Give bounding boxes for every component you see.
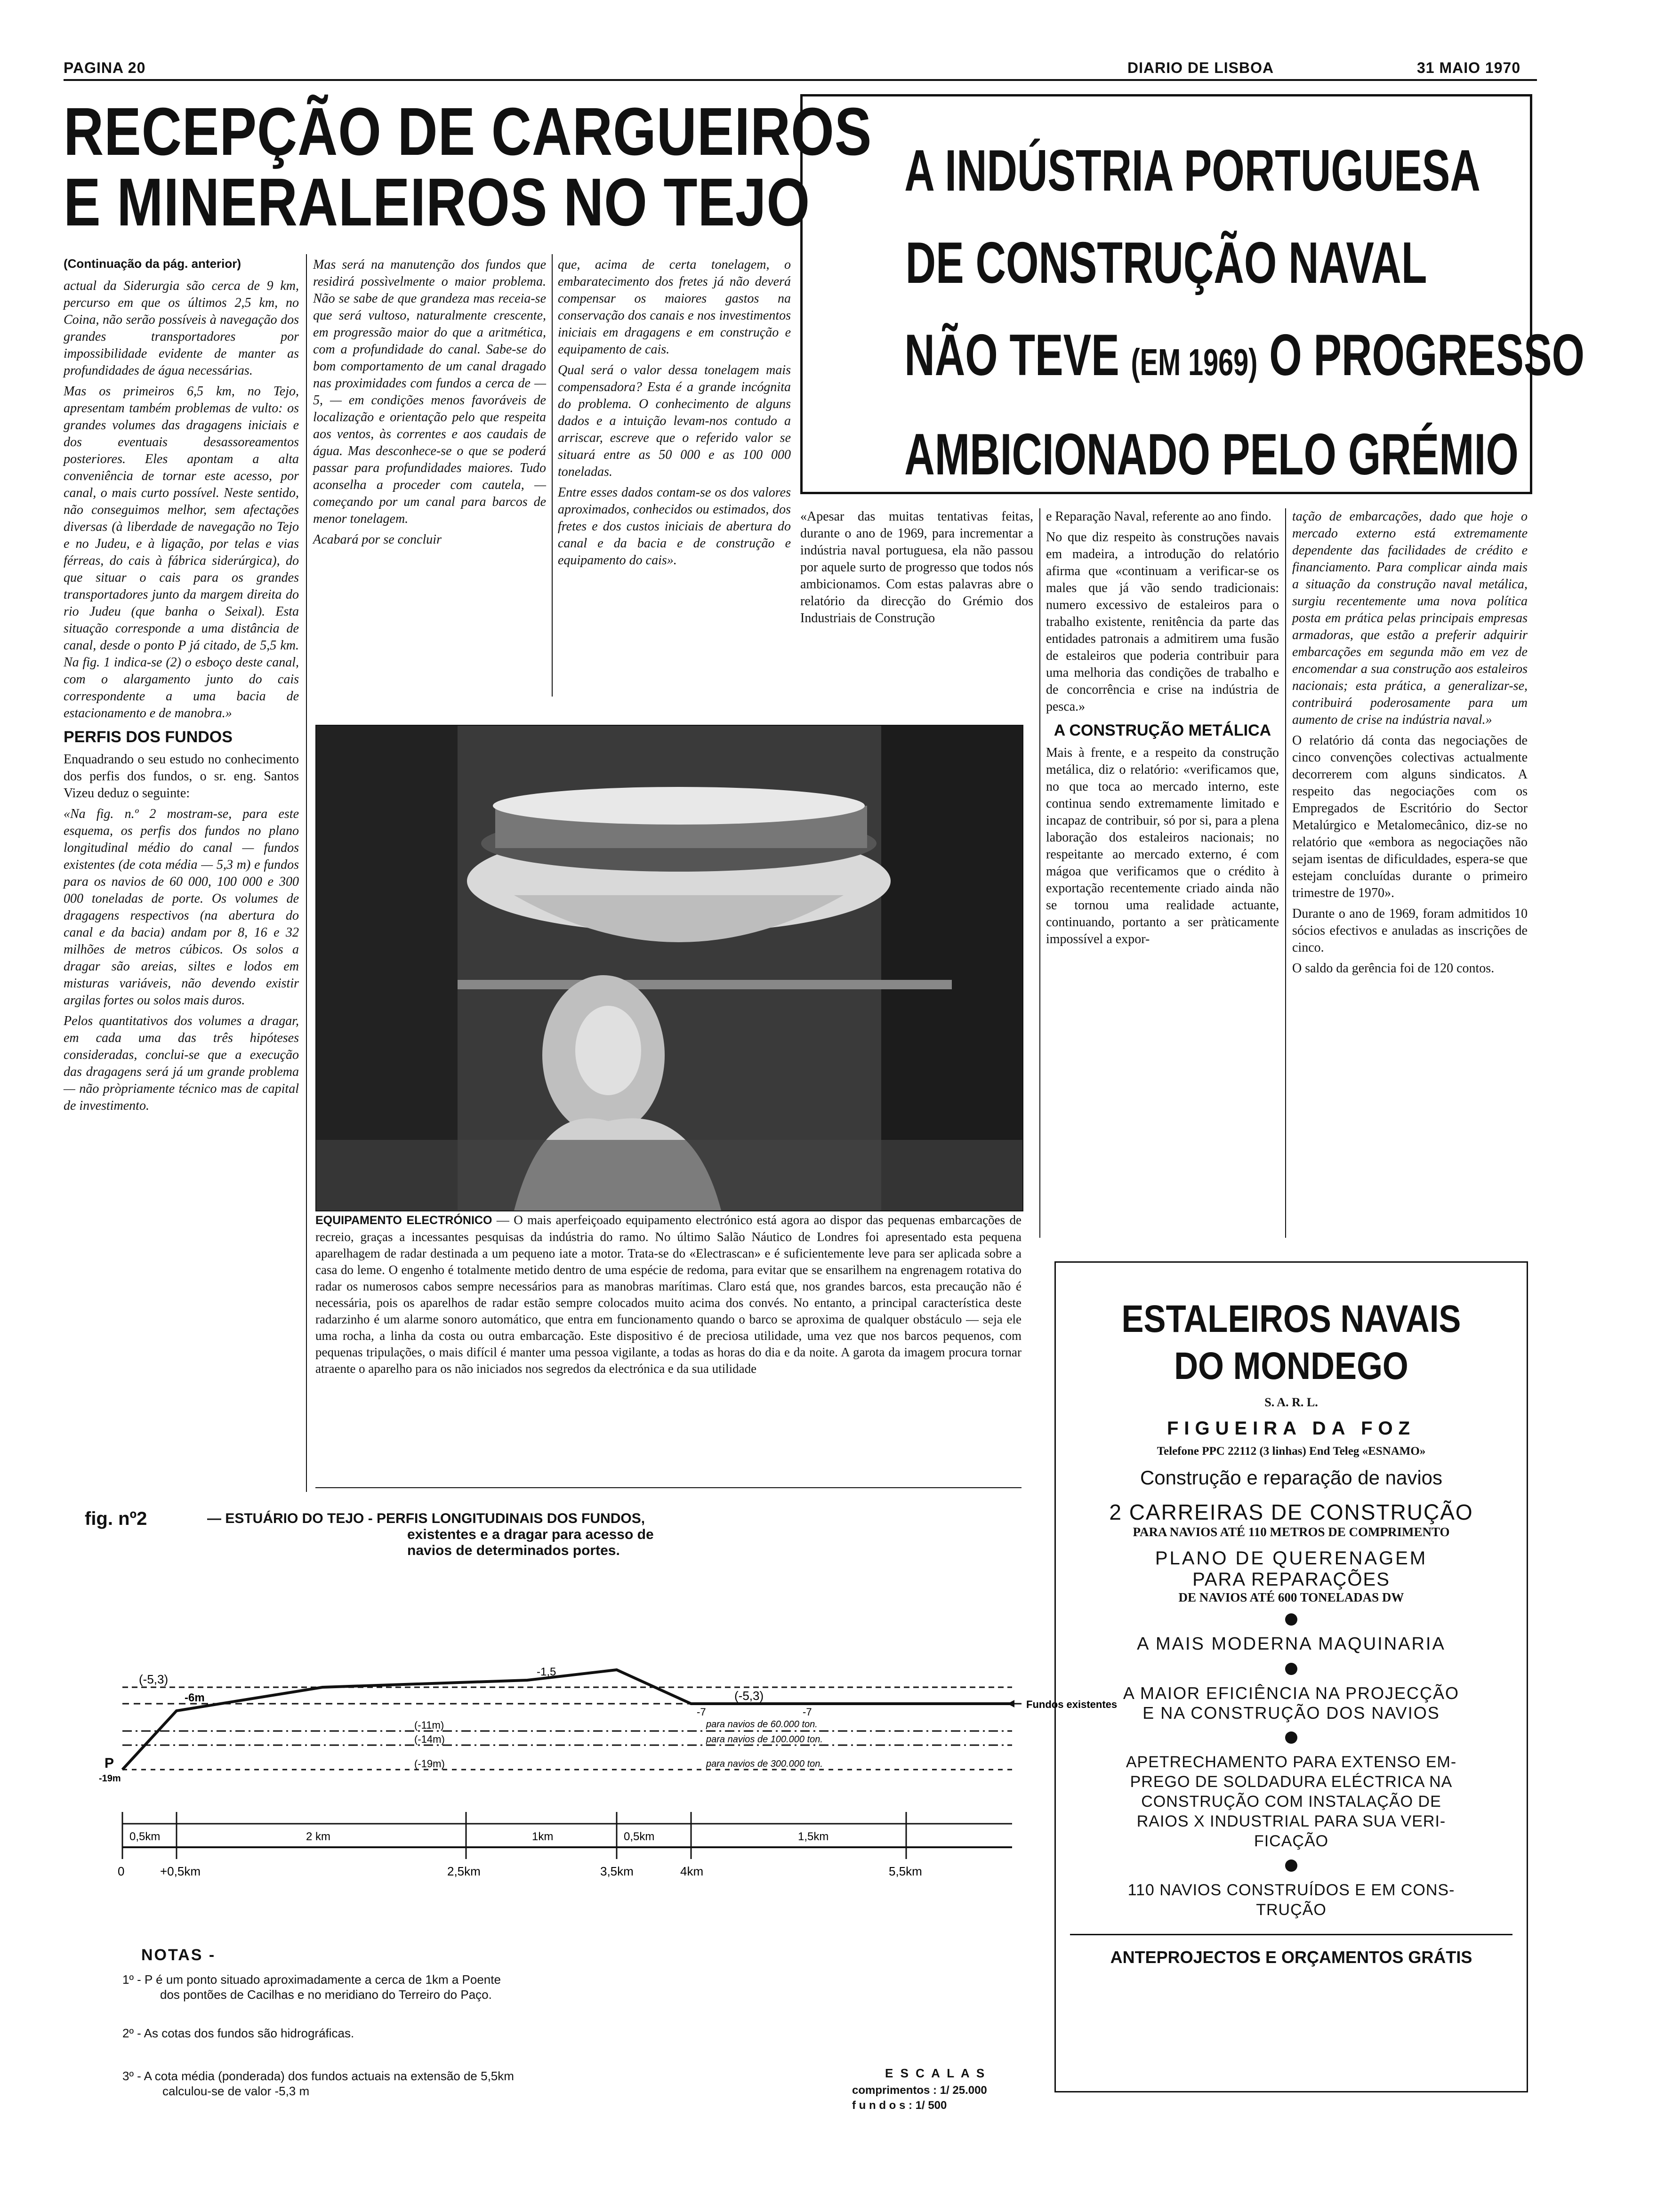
bullet-icon <box>1285 1859 1297 1872</box>
ad-reparacoes-detail: DE NAVIOS ATÉ 600 TONELADAS DW <box>1178 1590 1404 1604</box>
article1-column-3 <box>558 256 791 573</box>
masthead-rule <box>64 79 1537 81</box>
depth-label: -1,5 <box>537 1666 556 1678</box>
point-p-label: P <box>105 1755 114 1771</box>
segment-label: 1,5km <box>798 1830 829 1843</box>
note-1 <box>122 1972 501 2002</box>
bullet-icon <box>1285 1613 1297 1626</box>
ad-bullet-3-line: FICAÇÃO <box>1254 1832 1329 1850</box>
note-1-lead: 1º - P <box>122 1972 153 1987</box>
depth-label: (-5,3) <box>734 1689 764 1703</box>
paragraph: Enquadrando o seu estudo no conhecimento dos perfis dos fundos, o sr. eng. Santos Vizeu deduz o seguinte: <box>64 752 299 801</box>
note-3-line-b: calculou-se de valor -5,3 m <box>162 2084 310 2098</box>
distance-tick: 5,5km <box>889 1864 922 1878</box>
article2-column-3 <box>1292 508 1528 981</box>
note-3-line-a: 3º - A cota média (ponderada) dos fundos actuais na extensão de 5,5km <box>122 2069 514 2083</box>
note-1-line-b: dos pontões de Cacilhas e no meridiano do Terreiro do Paço. <box>160 1988 492 2002</box>
ad-bullet-3-line: APETRECHAMENTO PARA EXTENSO EM- <box>1126 1753 1457 1771</box>
article2-headline-line4: AMBICIONADO PELO GRÉMIO <box>904 422 1519 487</box>
ad-company-type: S. A. R. L. <box>1264 1395 1318 1409</box>
existing-bottom-profile <box>122 1670 1012 1770</box>
note-2: 2º - As cotas dos fundos são hidrográficas. <box>122 2026 354 2040</box>
distance-tick: 2,5km <box>447 1864 481 1878</box>
note-1-line-a: é um ponto situado aproximadamente a cerca de 1km a Poente <box>156 1972 501 1987</box>
ad-bullet-3 <box>1056 1752 1527 1851</box>
figure-title-line3: navios de determinados portes. <box>407 1543 620 1558</box>
photo <box>315 725 1023 1211</box>
depth-label: (-11m) <box>414 1719 444 1731</box>
scale-depth: f u n d o s : 1/ 500 <box>852 2099 947 2112</box>
advertisement-estaleiros <box>1054 1261 1528 2092</box>
ad-bullet-3-line: RAIOS X INDUSTRIAL PARA SUA VERI- <box>1136 1812 1446 1830</box>
paragraph: actual da Siderurgia são cerca de 9 km, percurso em que os últimos 2,5 km, no Coina, não serão possíveis à navegação dos grandes transportadores por impossibilidade evidente de manter as profundidades de água necessárias. <box>64 279 299 378</box>
column-rule <box>306 254 307 1492</box>
article2-column-2 <box>1046 508 1279 952</box>
bullet-icon <box>1285 1731 1297 1744</box>
ad-carreiras-detail: PARA NAVIOS ATÉ 110 METROS DE COMPRIMENTO <box>1133 1525 1450 1539</box>
paragraph: Durante o ano de 1969, foram admitidos 10 sócios efectivos e anuladas as inscrições de cinco. <box>1292 906 1528 955</box>
paragraph: e Reparação Naval, referente ao ano findo. <box>1046 509 1271 524</box>
figure-title-line1: — ESTUÁRIO DO TEJO - PERFIS LONGITUDINAIS DOS FUNDOS, <box>207 1511 645 1526</box>
issue-date: 31 MAIO 1970 <box>1417 59 1521 76</box>
scale-length: comprimentos : 1/ 25.000 <box>852 2084 987 2097</box>
paragraph: «Apesar das muitas tentativas feitas, durante o ano de 1969, para incrementar a indústria naval portuguesa, ela não passou por aquele surto de progresso que todos nós ambicionamos. Com estas palavras abre o relatório da direcção do Grémio dos Industriais de Construção <box>800 509 1033 625</box>
point-p-depth: -19m <box>99 1773 121 1784</box>
ad-bullet-1: A MAIS MODERNA MAQUINARIA <box>1137 1634 1446 1654</box>
article1-headline-line2: E MINERALEIROS NO TEJO <box>64 164 811 240</box>
caption-rule <box>315 1487 1022 1488</box>
caption-lead: EQUIPAMENTO ELECTRÓNICO <box>315 1214 492 1227</box>
subhead-perfis: PERFIS DOS FUNDOS <box>64 728 233 746</box>
column-rule <box>1039 508 1040 1238</box>
ad-bullet-4-line: TRUÇÃO <box>1256 1901 1327 1919</box>
caption-body: — O mais aperfeiçoado equipamento electrónico está agora ao dispor das pequenas embarcações de recreio, graças a incessantes pesquisas da indústria do ramo. No último Salão Náutico de Londres foi apresentado esta pequena aparelhagem de radar destinada a um pequeno iate a motor. Trata-se do «Electrascan» e é suficientemente leve para ser aplicada sobre a casa do leme. O engenho é totalmente metido dentro de uma espécie de redoma, para evitar que se ensarilhem na engrenagem rotativa do radar os numerosos cabos sempre necessários para as manobras marítimas. Claro está que, nos grandes barcos, esta precaução não é necessária, pois os aparelhos de radar estão sempre colocados muito acima dos convés. No entanto, a principal característica deste radarzinho é um alarme sonoro automático, que entra em funcionamento quando o barco se aproxima de qualquer obstáculo — seja ele uma rocha, a linha da costa ou outra embarcação. Este dispositivo é de preciosa utilidade, uma vez que nos barcos pequenos, com pequenas tripulações, o mais difícil é manter uma pessoa vigilante, a todas as horas do dia e da noite. A garota da imagem procura tornar atraente o aparelho para os não iniciados nos segredos da electrónica e da sua utilidade <box>315 1213 1022 1376</box>
article2-headline-line3 <box>904 309 1585 409</box>
paragraph: Acabará por se concluir <box>313 532 442 547</box>
segment-label: 0,5km <box>129 1830 161 1843</box>
ad-bullet-4-line: 110 NAVIOS CONSTRUÍDOS E EM CONS- <box>1127 1881 1455 1899</box>
depth-label: -7 <box>697 1706 706 1718</box>
paragraph: Mais à frente, e a respeito da construção metálica, diz o relatório: «verificamos que, no que toca ao mercado interno, este continua sendo extremamente limitado e incapaz de contribuir, só por si, para a plena laboração dos estaleiros nacionais; no respeitante ao mercado externo, é com mágoa que verificamos que o crédito à exportação recentemente criado ainda não se tornou uma realidade actuante, continuando, portanto a ser pràticamente impossível a expor- <box>1046 745 1279 946</box>
paragraph: «Na fig. n.º 2 mostram-se, para este esquema, os perfis dos fundos no plano longitudinal médio do canal — fundos existentes (de cota média — 5,3 m) e fundos para os navios de 60 000, 100 000 e 300 000 toneladas de porte. Os volumes de dragagens respectivos (na abertura do canal e da bacia) andam por 8, 16 e 32 milhões de metros cúbicos. Os solos a dragar são areias, siltes e lodos em misturas variáveis, não devendo existir argilas fortes ou solos mais duros. <box>64 807 299 1008</box>
arrow-head-icon <box>1007 1700 1014 1707</box>
ad-company-name-line2: DO MONDEGO <box>1174 1345 1408 1387</box>
note-3 <box>122 2068 514 2099</box>
ship-label: para navios de 100.000 ton. <box>706 1734 823 1745</box>
ship-label: para navios de 300.000 ton. <box>706 1759 823 1769</box>
figure-label: fig. nº2 <box>85 1508 147 1529</box>
segment-label: 1km <box>532 1830 554 1843</box>
bullet-icon <box>1285 1663 1297 1675</box>
paragraph: O saldo da gerência foi de 120 contos. <box>1292 961 1495 976</box>
depth-label: (-5,3) <box>139 1672 169 1686</box>
ad-plano: PLANO DE QUERENAGEM <box>1155 1548 1428 1569</box>
subhead-construcao-metalica: A CONSTRUÇÃO METÁLICA <box>1054 721 1271 739</box>
ad-reparacoes: PARA REPARAÇÕES <box>1192 1569 1390 1590</box>
depth-profile-diagram <box>75 1591 1118 1939</box>
article2-headline-box <box>800 94 1585 494</box>
paragraph: que, acima de certa tonelagem, o embaratecimento dos fretes já não deverá compensar os maiores gastos na conservação dos canais e nos investimentos iniciais em dragagens e em construção e equipamento de cais. <box>558 257 791 357</box>
article1-column-2 <box>313 256 546 552</box>
ad-bullet-3-line: PREGO DE SOLDADURA ELÉCTRICA NA <box>1130 1773 1453 1791</box>
ad-bullet-2-line-b: E NA CONSTRUÇÃO DOS NAVIOS <box>1142 1703 1440 1723</box>
headline-fragment: O PROGRESSO <box>1269 323 1585 388</box>
ad-bullet-3-line: CONSTRUÇÃO COM INSTALAÇÃO DE <box>1141 1793 1441 1811</box>
figure-title-line2: existentes e a dragar para acesso de <box>407 1527 654 1542</box>
ship-label: para navios de 60.000 ton. <box>706 1719 818 1730</box>
scales-title: E S C A L A S <box>885 2066 987 2080</box>
notes-title: NOTAS - <box>141 1946 216 1964</box>
ad-carreiras: 2 CARREIRAS DE CONSTRUÇÃO <box>1109 1500 1473 1524</box>
paragraph: No que diz respeito às construções navais em madeira, a introdução do relatório afirma que «continuam a verificar-se os males que já vão sendo tradicionais: numero excessivo de estaleiros para o trabalho existente, renitência da parte das entidades patronais a admitirem uma fusão de estaleiros que poderia contribuir para uma melhoria das condições de trabalho e de concorrência e crise na indústria de pesca.» <box>1046 530 1279 714</box>
article1-headline-line1: RECEPÇÃO DE CARGUEIROS <box>64 94 872 169</box>
page-number: PAGINA 20 <box>64 59 146 76</box>
segment-label: 0,5km <box>624 1830 655 1843</box>
headline-fragment-year: (EM 1969) <box>1131 341 1258 383</box>
ad-tagline: Construção e reparação de navios <box>1140 1467 1443 1489</box>
ad-company-name <box>1089 1296 1494 1390</box>
ad-bullet-4 <box>1056 1880 1527 1920</box>
newspaper-name: DIARIO DE LISBOA <box>1127 59 1274 76</box>
ad-contacts: Telefone PPC 22112 (3 linhas) End Teleg «ESNAMO» <box>1157 1445 1426 1458</box>
existing-label: Fundos existentes <box>1026 1699 1118 1710</box>
headline-fragment: NÃO TEVE <box>904 323 1119 388</box>
paragraph: tação de embarcações, dado que hoje o mercado externo está extremamente dependente das facilidades de crédito e financiamento. Para complicar ainda mais a situação da construção naval metálica, surgiu recentemente uma nova política posta em prática pelas principais empresas armadoras, que estão a preferir adquirir embarcações em segunda mão em vez de encomendar a sua construção aos estaleiros nacionais; esta prática, a generalizar-se, contribuirá poderosamente para um aumento de crise na indústria naval.» <box>1292 509 1528 727</box>
radar-photo-illustration <box>316 726 1022 1210</box>
photo-caption <box>315 1212 1022 1377</box>
article2-headline-line2: DE CONSTRUÇÃO NAVAL <box>905 231 1427 296</box>
distance-tick: +0,5km <box>160 1864 201 1878</box>
ad-bullet-2-line-a: A MAIOR EFICIÊNCIA NA PROJECÇÃO <box>1123 1683 1460 1703</box>
depth-label: -6m <box>185 1691 205 1704</box>
paragraph: Qual será o valor dessa tonelagem mais compensadora? Esta é a grande incógnita do problema. O conhecimento de alguns dados e a intuição levam-nos contudo a arriscar, escreve que o referido valor se situará entre as 50 000 e as 100 000 toneladas. <box>558 363 791 479</box>
article1-column-1 <box>64 278 299 1118</box>
article2-column-1 <box>800 508 1033 631</box>
paragraph: Pelos quantitativos dos volumes a dragar, em cada uma das três hipóteses consideradas, conclui-se que a execução das dragagens será já um grande problema — não pròpriamente técnico mas de capital de investimento. <box>64 1014 299 1113</box>
ad-city: FIGUEIRA DA FOZ <box>1166 1418 1416 1439</box>
article2-headline <box>904 125 1585 501</box>
column-rule <box>552 254 553 697</box>
article1-headline <box>64 94 872 240</box>
paragraph: Mas será na manutenção dos fundos que residirá possìvelmente o maior problema. Não se sabe de que grandeza mas receia-se que será vultoso, naturalmente crescente, em progressão maior do que a aritmética, com a profundidade do canal. Sabe-se do bom comportamento de um canal dragado nas proximidades com fundos a cerca de —5, — em condições menos favoráveis de localização e orientação pelo que respeita aos ventos, às correntes e aos caudais de água. Mas desconhece-se o que se poderá passar para profundidades maiores. Tudo aconselha a proceder com cautela, — começando por um canal para barcos de menor tonelagem. <box>313 257 546 526</box>
ad-footer: ANTEPROJECTOS E ORÇAMENTOS GRÁTIS <box>1110 1948 1472 1967</box>
ad-bullet-2 <box>1056 1683 1527 1723</box>
article2-headline-line1: A INDÚSTRIA PORTUGUESA <box>904 138 1480 203</box>
paragraph: Mas os primeiros 6,5 km, no Tejo, apresentam também problemas de vulto: os grandes volumes das dragagens iniciais e dos eventuais desassoreamentos posteriores. Eles apontam a alta conveniência de tornar este acesso, por canal, o mais curto possível. Neste sentido, não conseguimos melhor, sem afectações diversas (à liberdade de navegação no Tejo e no Judeu, e à ligação, por telas e vias férreas, do cais à fábrica siderúrgica), do que situar o cais para os grandes transportadores junto da margem direita do rio Judeu (que banha o Seixal). Esta situação corresponde a uma distância de canal, desde o ponto P já citado, de 5,5 km. Na fig. 1 indica-se (2) o esboço deste canal, com o alargamento junto do cais correspondente a uma bacia de estacionamento e de manobra.» <box>64 384 299 721</box>
paragraph: Entre esses dados contam-se os dos valores aproximados, conhecidos ou estimados, dos fretes e dos custos iniciais de abertura do canal e da bacia e de construção e equipamento do cais». <box>558 485 791 568</box>
continuation-note: (Continuação da pág. anterior) <box>64 256 241 271</box>
distance-tick: 3,5km <box>600 1864 634 1878</box>
segment-label: 2 km <box>306 1830 331 1843</box>
ad-company-name-line1: ESTALEIROS NAVAIS <box>1121 1298 1461 1340</box>
depth-label: (-14m) <box>414 1733 445 1745</box>
column-rule <box>1285 508 1286 1238</box>
depth-label: -7 <box>803 1706 812 1718</box>
distance-tick: 0 <box>118 1864 125 1878</box>
paragraph: O relatório dá conta das negociações de cinco convenções colectivas actualmente decorrerem com alguns sindicatos. A respeito das negociações com os Empregados de Escritório do Sector Metalúrgico e Metalomecânico, diz-se no relatório que «embora as negociações não sejam isentas de dificuldades, espera-se que estejam concluídas durante o primeiro trimestre de 1970». <box>1292 733 1528 900</box>
depth-label: (-19m) <box>414 1758 445 1770</box>
distance-tick: 4km <box>680 1864 704 1878</box>
